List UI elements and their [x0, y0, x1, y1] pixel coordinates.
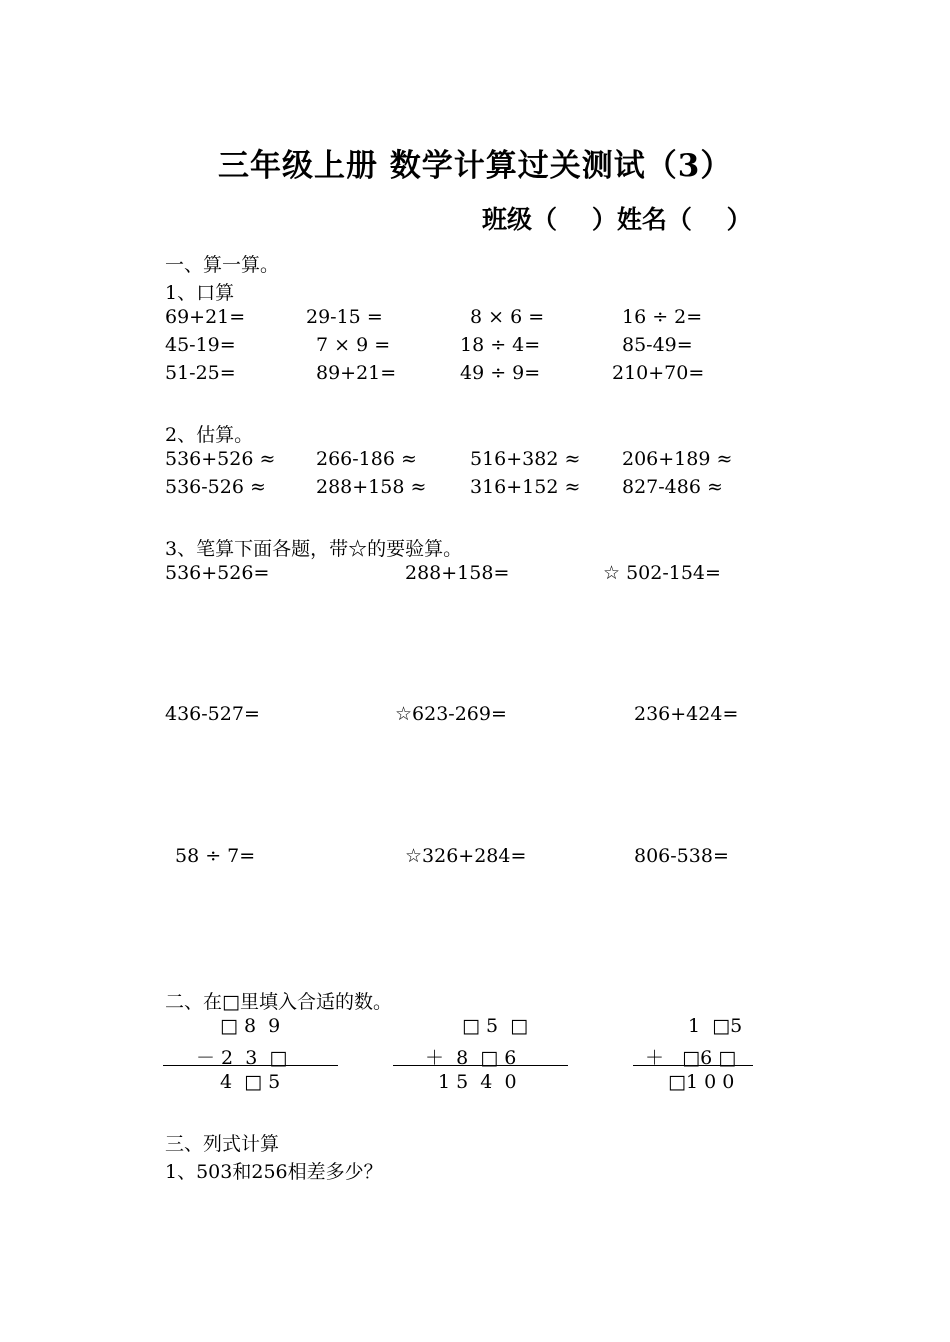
oral-problem: 29-15 = — [306, 306, 383, 328]
estimate-problem: 206+189 ≈ — [622, 448, 733, 470]
oral-problem: 210+70= — [612, 362, 705, 384]
oral-problem: 51-25= — [165, 362, 236, 384]
vertical-problem-result: □1 0 0 — [668, 1071, 735, 1093]
estimate-problem: 536-526 ≈ — [165, 476, 266, 498]
vertical-problem-top: □ 5 □ — [462, 1015, 529, 1037]
oral-problem: 8 × 6 = — [470, 306, 545, 328]
oral-problem: 89+21= — [316, 362, 397, 384]
sum-line — [163, 1065, 338, 1066]
oral-problem: 7 × 9 = — [316, 334, 391, 356]
vertical-problem-result: 4 □ 5 — [220, 1071, 281, 1093]
estimate-problem: 536+526 ≈ — [165, 448, 276, 470]
page-title: 三年级上册 数学计算过关测试（3） — [218, 148, 733, 184]
written-problem: 236+424= — [634, 703, 739, 725]
written-problem: ☆326+284= — [405, 845, 527, 867]
oral-problem: 16 ÷ 2= — [622, 306, 703, 328]
vertical-problem-top: □ 8 9 — [220, 1015, 281, 1037]
written-problem: 58 ÷ 7= — [175, 845, 256, 867]
vertical-problem-operator-line: － 2 3 □ — [196, 1047, 288, 1069]
estimate-problem: 316+152 ≈ — [470, 476, 581, 498]
vertical-problem-result: 1 5 4 0 — [438, 1071, 517, 1093]
vertical-problem-top: 1 □5 — [688, 1015, 743, 1037]
written-problem: ☆623-269= — [395, 703, 507, 725]
oral-problem: 69+21= — [165, 306, 246, 328]
class-name-field: 班级（ ）姓名（ ） — [482, 205, 752, 234]
part3-heading: 3、笔算下面各题，带☆的要验算。 — [165, 538, 463, 560]
estimate-problem: 288+158 ≈ — [316, 476, 427, 498]
written-problem: 288+158= — [405, 562, 510, 584]
part2-heading: 2、估算。 — [165, 424, 254, 446]
vertical-problem-operator-line: ＋ 8 □ 6 — [425, 1047, 517, 1069]
estimate-problem: 516+382 ≈ — [470, 448, 581, 470]
written-problem: 536+526= — [165, 562, 270, 584]
section2-heading: 二、在□里填入合适的数。 — [165, 991, 392, 1013]
part1-heading: 1、口算 — [165, 282, 235, 304]
oral-problem: 18 ÷ 4= — [460, 334, 541, 356]
vertical-problem-operator-line: ＋ □6 □ — [645, 1047, 737, 1069]
oral-problem: 45-19= — [165, 334, 236, 356]
section1-heading: 一、算一算。 — [165, 254, 280, 276]
estimate-problem: 266-186 ≈ — [316, 448, 417, 470]
written-problem: ☆ 502-154= — [603, 562, 721, 584]
section3-heading: 三、列式计算 — [165, 1133, 280, 1155]
estimate-problem: 827-486 ≈ — [622, 476, 723, 498]
written-problem: 436-527= — [165, 703, 260, 725]
oral-problem: 49 ÷ 9= — [460, 362, 541, 384]
sum-line — [393, 1065, 568, 1066]
oral-problem: 85-49= — [622, 334, 693, 356]
word-problem-1: 1、503和256相差多少？ — [165, 1161, 383, 1183]
sum-line — [633, 1065, 753, 1066]
written-problem: 806-538= — [634, 845, 729, 867]
